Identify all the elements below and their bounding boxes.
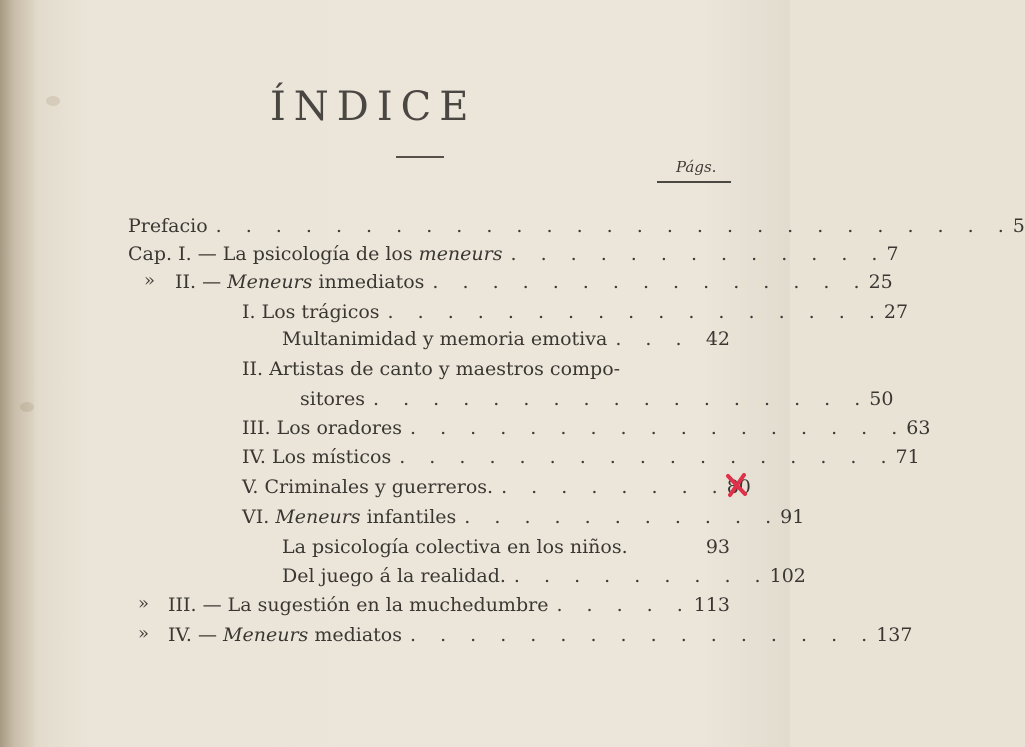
toc-entry-cap-1 <box>128 240 899 268</box>
toc-entry-page: 137 <box>876 624 913 646</box>
page-gutter <box>0 0 34 747</box>
toc-entry-label: VI. Meneurs infantiles <box>242 506 457 528</box>
toc-entry-page: 25 <box>868 271 893 293</box>
page-column-rule <box>657 181 731 183</box>
toc-entry-sitores <box>300 385 894 413</box>
toc-entry-page: 80 <box>726 476 751 498</box>
guillemet-mark: » <box>138 593 150 614</box>
leader-dots: . . . . . . . . . . . . . . . . <box>409 624 877 646</box>
toc-entry-label: Cap. I. — La psicología de los meneurs <box>128 243 503 265</box>
leader-dots: . . . . . . . . . . . . . . . <box>432 271 869 293</box>
toc-entry-label: La psicología colectiva en los niños. <box>282 536 628 558</box>
toc-entry-cap-4 <box>168 621 913 649</box>
page-column-label: Págs. <box>676 158 717 176</box>
toc-entry-label: III. Los oradores <box>242 417 402 439</box>
toc-entry-page: 113 <box>693 594 730 616</box>
toc-entry-cap-3 <box>168 591 730 619</box>
toc-entry-prefacio <box>128 212 1025 240</box>
toc-entry-del-juego <box>282 562 806 590</box>
leader-dots: . . . . . . . . <box>501 476 727 498</box>
toc-entry-label: IV. — Meneurs mediatos <box>168 624 402 646</box>
toc-entry-artistas <box>242 355 730 383</box>
toc-entry-label: II. Artistas de canto y maestros compo- <box>242 358 621 380</box>
toc-entry-page: 91 <box>780 506 805 528</box>
toc-entry-oradores <box>242 414 931 442</box>
toc-entry-page: 42 <box>705 328 730 350</box>
toc-entry-label: Multanimidad y memoria emotiva <box>282 328 608 350</box>
toc-entry-page: 71 <box>895 446 920 468</box>
toc-entry-label: III. — La sugestión en la muchedumbre <box>168 594 549 616</box>
toc-entry-label: Del juego á la realidad. <box>282 565 506 587</box>
toc-entry-meneurs-infantiles <box>242 503 805 531</box>
toc-entry-los-tragicos <box>242 298 909 326</box>
toc-entry-misticos <box>242 443 920 471</box>
page-title: ÍNDICE <box>270 84 477 130</box>
toc-entry-label: I. Los trágicos <box>242 301 380 323</box>
leader-dots: . . . . . . . . . . . . . . . . . <box>372 388 870 410</box>
toc-entry-multanimidad <box>282 325 730 353</box>
leader-dots: . . . . . . . . . . . . . . . . . . . . . . . . . . . <box>215 215 1013 237</box>
toc-entry-page: 102 <box>769 565 806 587</box>
toc-entry-label: V. Criminales y guerreros. <box>242 476 494 498</box>
toc-entry-page: 7 <box>886 243 899 265</box>
toc-entry-cap-2 <box>175 268 893 296</box>
toc-entry-label: IV. Los místicos <box>242 446 392 468</box>
toc-entry-label: II. — Meneurs inmediatos <box>175 271 425 293</box>
toc-entry-page: 5 <box>1012 215 1025 237</box>
leader-dots: . . . . . . . . . . . . . . . . . <box>409 417 907 439</box>
leader-dots: . . . . . . . . . . . <box>464 506 781 528</box>
toc-entry-page: 50 <box>869 388 894 410</box>
leader-dots: . . . . . . . . . . . . . <box>510 243 887 265</box>
title-divider <box>396 156 444 158</box>
leader-dots: . . . <box>615 328 691 350</box>
red-x-mark-icon <box>723 470 751 500</box>
paper-stain <box>20 402 34 412</box>
toc-entry-label: Prefacio <box>128 215 208 237</box>
leader-dots: . . . . . <box>556 594 692 616</box>
toc-entry-psicologia-ninos <box>282 533 730 561</box>
leader-dots: . . . . . . . . . . . . . . . . . <box>399 446 896 468</box>
leader-dots: . . . . . . . . . . . . . . . . . <box>387 301 884 323</box>
guillemet-mark: » <box>144 270 156 291</box>
toc-entry-label: sitores <box>300 388 365 410</box>
toc-entry-criminales <box>242 473 751 501</box>
leader-dots: . . . . . . . . . <box>513 565 770 587</box>
toc-entry-page: 93 <box>705 536 730 558</box>
toc-entry-page: 27 <box>883 301 909 323</box>
toc-entry-page: 63 <box>906 417 931 439</box>
paper-stain <box>46 96 60 106</box>
guillemet-mark: » <box>138 623 150 644</box>
